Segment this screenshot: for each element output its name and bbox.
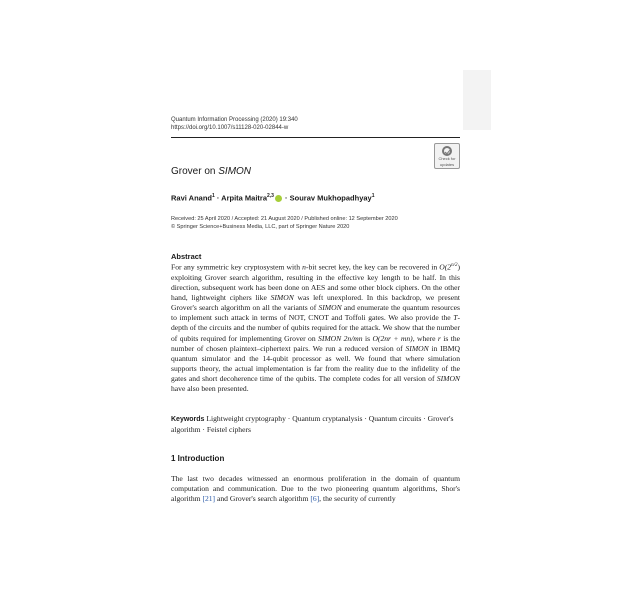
abstract-heading: Abstract <box>171 252 202 261</box>
citation-link[interactable]: [21] <box>202 494 216 504</box>
check-for-updates-badge[interactable] <box>434 143 460 169</box>
doi-link[interactable]: https://doi.org/10.1007/s11128-020-02844-w <box>171 125 289 131</box>
publication-dates <box>171 215 398 231</box>
section-heading-introduction: 1 Introduction <box>171 454 225 463</box>
introduction-text: The last two decades witnessed an enormous proliferation in the domain of quantum computation and communication. Due to the two pioneering quantum algorithms, Shor's algorithm [21] and Grover's search algorithm [6], the security of currently <box>171 474 460 504</box>
badge-label-2: updates <box>439 161 455 167</box>
header-rule <box>171 137 460 138</box>
author-list: Ravi Anand$^1$ · Arpita Maitra$^{2,3}$ · Sourav Mukhopadhyay$^1$ <box>171 193 375 203</box>
title-cipher-name: SIMON <box>218 166 252 177</box>
author-name[interactable]: Sourav Mukhopadhyay <box>289 193 372 203</box>
keywords <box>171 414 460 435</box>
check-for-updates-icon <box>442 146 452 156</box>
journal-header <box>171 116 298 132</box>
orcid-icon[interactable] <box>275 195 282 202</box>
badge-label-1: Check for <box>438 156 456 161</box>
copyright-line: © Springer Science+Business Media, LLC, part of Springer Nature 2020 <box>171 224 350 230</box>
dates-line: Received: 25 April 2020 / Accepted: 21 August 2020 / Published online: 12 September 2020 <box>171 216 398 222</box>
keywords-label: Keywords <box>171 416 205 423</box>
citation-link[interactable]: [6] <box>310 494 320 504</box>
paper-title: Grover on SIMON <box>171 166 252 177</box>
keywords-text: Lightweight cryptography · Quantum cryptanalysis · Quantum circuits · Grover's algorithm · Feistel ciphers <box>171 414 454 435</box>
journal-citation: Quantum Information Processing (2020) 19:340 <box>171 117 298 123</box>
abstract-text: For any symmetric key cryptosystem with n-bit secret key, the key can be recovered in $O(2^{n/2})$ exploiting Grover search algorithm, resulting in the effective key length to be half. In this direction, subsequent work has been done on AES and some other block ciphers. On the other hand, lightweight ciphers like SIMON was left unexplored. In this backdrop, we present Grover's search algorithm on all the variants of SIMON and enumerate the quantum resources to implement such attack in terms of NOT, CNOT and Toffoli gates. We also provide the T-depth of the circuits and the number of qubits required for the attack. We show that the number of qubits required for implementing Grover on SIMON 2n/mn is O(2nr + mn), where r is the number of chosen plaintext–ciphertext pairs. We run a reduced version of SIMON in IBMQ quantum simulator and the 14-qubit processor as well. We found that where simulation supports theory, the actual implementation is far from the reality due to the infidelity of the gates and short decoherence time of the qubits. The complete codes for all version of SIMON have also been presented. <box>171 262 460 394</box>
author-name[interactable]: Arpita Maitra <box>221 193 267 203</box>
author-name[interactable]: Ravi Anand <box>171 193 212 203</box>
page-shadow <box>463 70 491 130</box>
